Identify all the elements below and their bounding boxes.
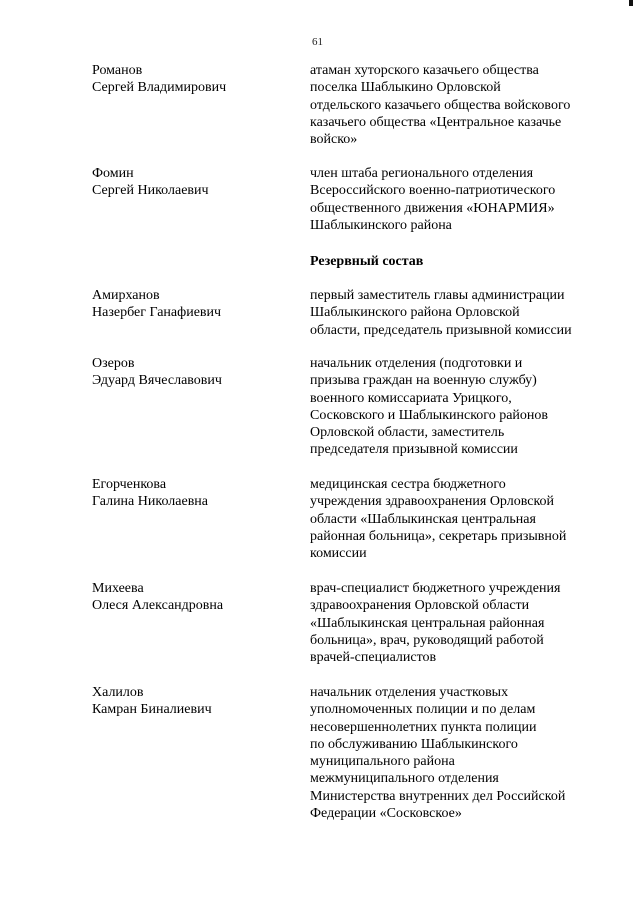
member-position xyxy=(310,580,610,666)
position-line: уполномоченных полиции и по делам xyxy=(310,702,536,718)
member-surname: Михеева xyxy=(92,581,144,596)
position-line: муниципального района xyxy=(310,754,455,770)
member-surname: Фомин xyxy=(92,166,134,181)
section-title: Резервный состав xyxy=(310,254,424,269)
member-position xyxy=(310,476,610,562)
member-surname: Егорченкова xyxy=(92,477,167,492)
member-surname: Озеров xyxy=(92,356,135,371)
position-line: Федерации «Сосковское» xyxy=(310,806,462,822)
member-name xyxy=(92,287,292,322)
position-line: Шаблыкинского района xyxy=(310,217,452,233)
position-line: атаман хуторского казачьего общества xyxy=(310,63,539,78)
member-given-name: Сергей Владимирович xyxy=(92,80,227,96)
member-surname: Халилов xyxy=(92,685,144,700)
member-given-name: Эдуард Вячеславович xyxy=(92,373,222,389)
position-line: медицинская сестра бюджетного xyxy=(310,477,506,492)
position-line: комиссии xyxy=(310,546,367,562)
position-line: по обслуживанию Шаблыкинского xyxy=(310,736,518,752)
position-line: учреждения здравоохранения Орловской xyxy=(310,494,555,510)
position-line: казачьего общества «Центральное казачье xyxy=(310,114,562,130)
member-position xyxy=(310,287,610,339)
position-line: член штаба регионального отделения xyxy=(310,166,534,181)
position-line: поселка Шаблыкино Орловской xyxy=(310,80,501,96)
member-given-name: Камран Биналиевич xyxy=(92,702,212,718)
scan-edge-mark xyxy=(629,0,633,6)
position-line: первый заместитель главы администрации xyxy=(310,288,565,303)
member-position xyxy=(310,684,610,822)
position-line: военного комиссариата Урицкого, xyxy=(310,390,512,406)
position-line: межмуниципального отделения xyxy=(310,771,499,787)
member-name xyxy=(92,165,292,200)
member-given-name: Сергей Николаевич xyxy=(92,183,209,199)
position-line: общественного движения «ЮНАРМИЯ» xyxy=(310,200,555,216)
position-line: Сосковского и Шаблыкинского районов xyxy=(310,407,549,423)
member-given-name: Галина Николаевна xyxy=(92,494,209,510)
member-given-name: Олеся Александровна xyxy=(92,598,224,614)
position-line: здравоохранения Орловской области xyxy=(310,598,530,614)
position-line: Министерства внутренних дел Российской xyxy=(310,788,566,804)
position-line: врач-специалист бюджетного учреждения xyxy=(310,581,561,596)
position-line: больница», врач, руководящий работой xyxy=(310,632,544,648)
position-line: начальник отделения (подготовки и xyxy=(310,356,523,371)
position-line: районная больница», секретарь призывной xyxy=(310,528,567,544)
member-position xyxy=(310,355,610,459)
page-number: 61 xyxy=(312,36,323,48)
member-name xyxy=(92,580,292,615)
member-name xyxy=(92,355,292,390)
position-line: Орловской области, заместитель xyxy=(310,425,505,441)
position-line: призыва граждан на военную службу) xyxy=(310,373,537,389)
position-line: начальник отделения участковых xyxy=(310,685,509,700)
position-line: области «Шаблыкинская центральная xyxy=(310,511,536,527)
member-given-name: Назербег Ганафиевич xyxy=(92,305,222,321)
position-line: несовершеннолетних пункта полиции xyxy=(310,719,537,735)
member-surname: Романов xyxy=(92,63,143,78)
position-line: «Шаблыкинская центральная районная xyxy=(310,615,545,631)
member-position xyxy=(310,62,610,148)
position-line: Всероссийского военно-патриотического xyxy=(310,183,556,199)
position-line: Шаблыкинского района Орловской xyxy=(310,305,520,321)
position-line: отдельского казачьего общества войскового xyxy=(310,97,571,113)
member-name xyxy=(92,476,292,511)
member-name xyxy=(92,684,292,719)
position-line: председателя призывной комиссии xyxy=(310,442,518,458)
position-line: войско» xyxy=(310,132,358,148)
member-position xyxy=(310,165,610,234)
member-surname: Амирханов xyxy=(92,288,160,303)
position-line: области, председатель призывной комиссии xyxy=(310,322,572,338)
member-name xyxy=(92,62,292,97)
position-line: врачей-специалистов xyxy=(310,650,437,666)
